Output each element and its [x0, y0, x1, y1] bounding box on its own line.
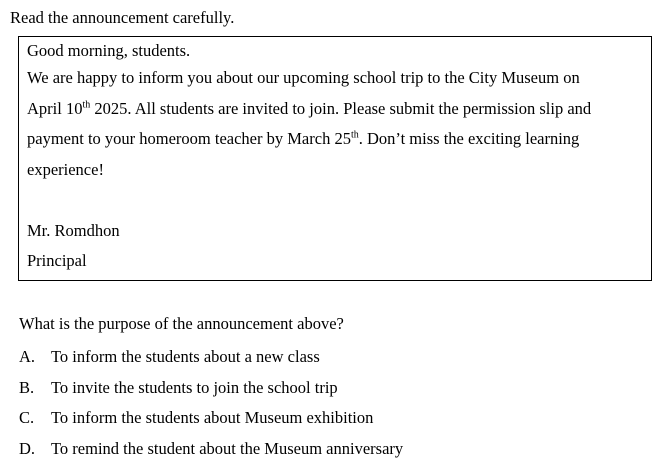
option-letter: C.: [19, 408, 35, 427]
option-c[interactable]: [19, 403, 403, 434]
option-b[interactable]: [19, 373, 403, 404]
blank-line: [27, 185, 643, 216]
option-letter: D.: [19, 438, 36, 458]
option-d[interactable]: [19, 434, 403, 465]
ordinal-suffix: th: [350, 129, 359, 141]
signer-name: Mr. Romdhon: [27, 220, 120, 240]
announcement-line-2: [27, 94, 643, 125]
option-a[interactable]: [19, 342, 403, 373]
signer-title: Principal: [27, 251, 87, 270]
line-2-end: 2025. All students are invited to join. Please submit the permission slip and: [90, 98, 592, 118]
instruction-text: Read the announcement carefully.: [10, 8, 235, 27]
answer-options: [19, 342, 403, 464]
question-text: What is the purpose of the announcement above?: [19, 314, 344, 333]
option-text: To invite the students to join the school trip: [51, 377, 338, 397]
option-letter: B.: [19, 377, 35, 397]
option-letter: A.: [19, 347, 36, 366]
line-3-end: . Don’t miss the exciting learning: [358, 129, 580, 148]
ordinal-suffix: th: [82, 99, 91, 110]
option-text: To inform the students about a new class: [51, 347, 320, 366]
announcement-line-4: experience!: [27, 159, 104, 179]
announcement-line-1: We are happy to inform you about our upcoming school trip to the City Museum on: [27, 68, 580, 87]
announcement-box: [18, 36, 652, 281]
announcement-greeting: Good morning, students.: [27, 41, 191, 60]
line-2-start: April 10: [27, 98, 83, 118]
option-text: To remind the student about the Museum anniversary: [51, 438, 404, 458]
announcement-line-3: [27, 124, 643, 155]
option-text: To inform the students about Museum exhibition: [51, 408, 374, 427]
line-3-start: payment to your homeroom teacher by March 25: [27, 129, 351, 148]
